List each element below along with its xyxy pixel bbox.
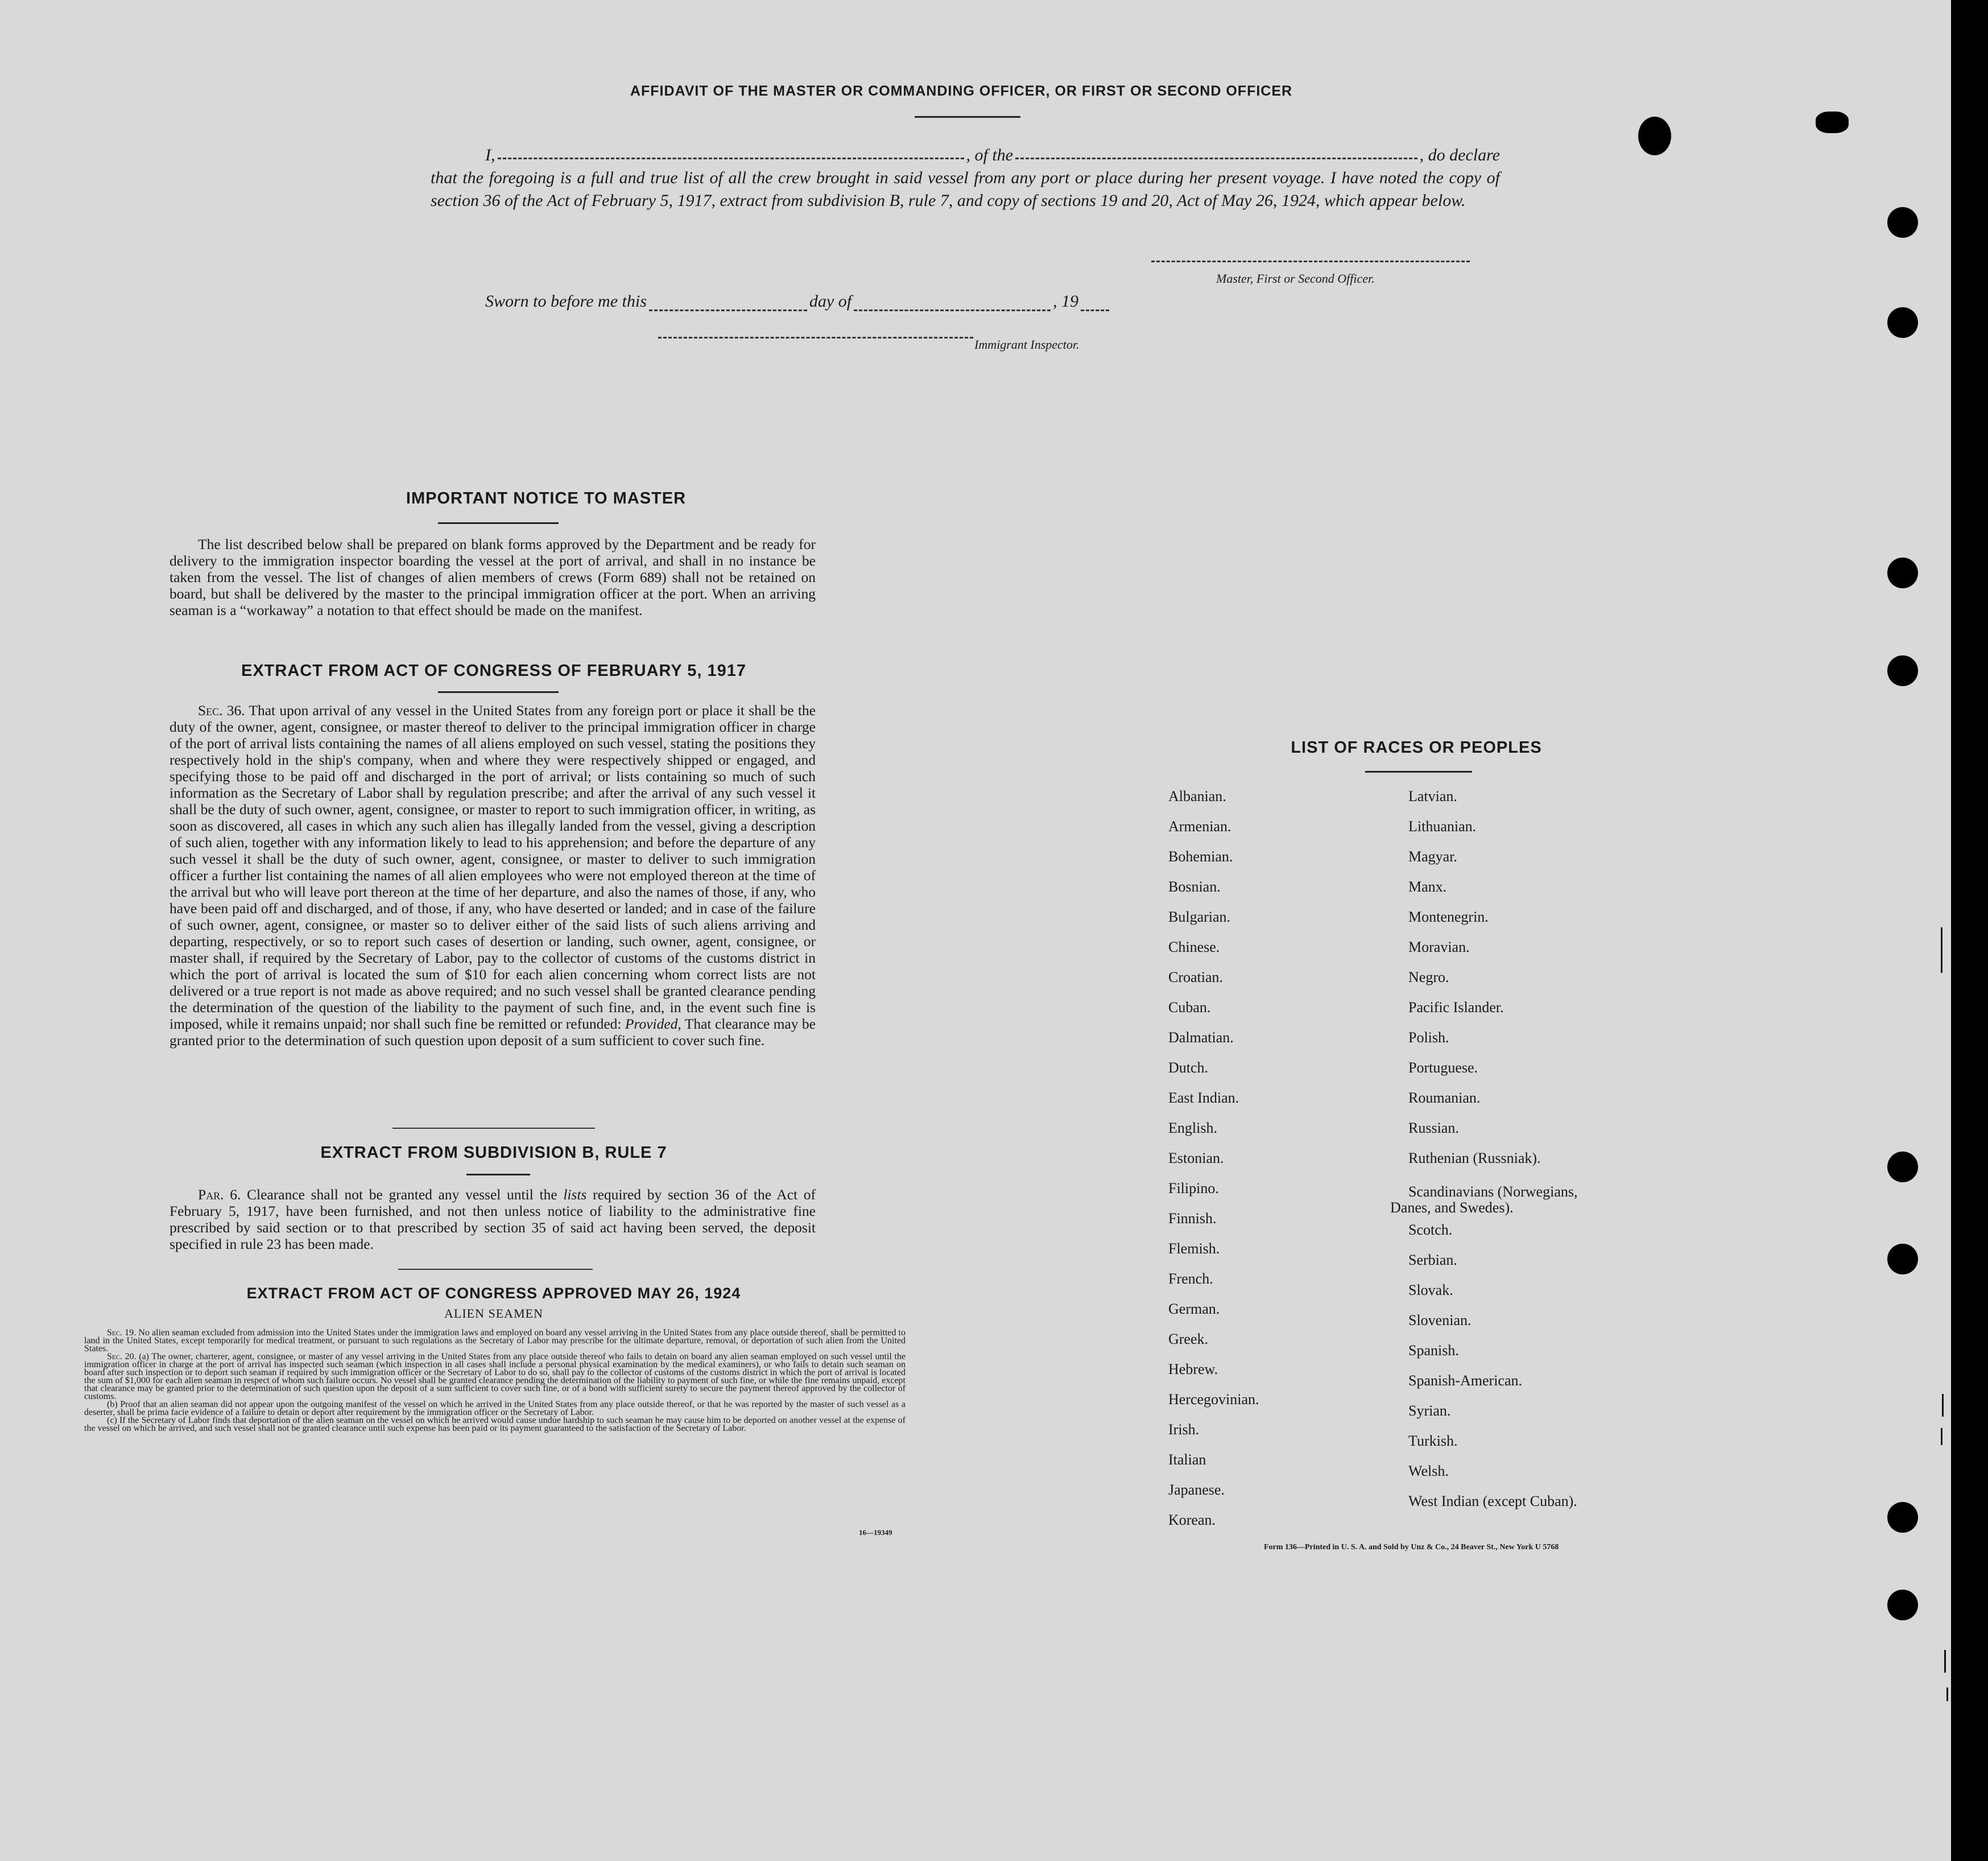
races-title: LIST OF RACES OR PEOPLES bbox=[1291, 738, 1542, 757]
punch-hole bbox=[1887, 655, 1918, 686]
race-item: Bulgarian. bbox=[1168, 909, 1231, 925]
notice-text: The list described below shall be prepared on blank forms approved by the Department and be ready for delivery to the immigration inspector boarding the vessel at the port of arrival, and shall in no instance be taken from the vessel. The list of changes of alien members of crews (Form 689) shall not be retained on board, but shall be delivered by the master to the principal immigration officer at the port. When an arriving seaman is a “workaway” a notation to that effect should be made on the manifest. bbox=[170, 536, 816, 618]
race-item: Russian. bbox=[1408, 1120, 1459, 1136]
race-item: Albanian. bbox=[1168, 788, 1226, 804]
race-item: Dutch. bbox=[1168, 1059, 1209, 1076]
sworn-label: Sworn to before me this bbox=[485, 292, 647, 311]
par6-label: Par. 6. bbox=[198, 1186, 241, 1203]
sec20b-body: (b) Proof that an alien seaman did not appear upon the outgoing manifest of the vessel on which he arrived in the United States from any place outside thereof, or that he was reported by the master of such vessel as a deserter, shall be prima facie evidence of a failure to detain or deport after requirement by the immigration officer or the Secretary of Labor. bbox=[84, 1400, 906, 1417]
affidavit-body bbox=[431, 144, 1500, 212]
race-item: Bosnian. bbox=[1168, 878, 1221, 895]
vessel-name-field[interactable] bbox=[1015, 144, 1417, 159]
margin-mark bbox=[1946, 1687, 1948, 1701]
par6-body-b: required by section 36 of the Act of February 5, 1917, have been furnished, and not then unless notice of liability to the administrative fine prescribed by said section or to that prescribed by section 35 of said act having been served, the deposit specified in rule 23 has been made. bbox=[170, 1186, 816, 1252]
race-item: Hebrew. bbox=[1168, 1361, 1218, 1377]
extract-rule7-rule bbox=[466, 1174, 530, 1175]
race-item: Montenegrin. bbox=[1408, 909, 1489, 925]
race-item: Spanish-American. bbox=[1408, 1372, 1523, 1389]
sec20c-body: (c) If the Secretary of Labor finds that deportation of the alien seaman on the vessel on which he arrived would cause undue hardship to such seaman he may cause him to be deported on another vessel at the expense of the vessel on which he arrived, and such vessel shall not be granted clearance until such expense has been paid or its payment guaranteed to the satisfaction of the Secretary of Labor. bbox=[84, 1416, 906, 1433]
notice-title: IMPORTANT NOTICE TO MASTER bbox=[406, 489, 687, 507]
punch-hole bbox=[1887, 207, 1918, 238]
race-item: Croatian. bbox=[1168, 969, 1224, 985]
race-item: Hercegovinian. bbox=[1168, 1391, 1259, 1408]
race-item: West Indian (except Cuban). bbox=[1408, 1493, 1577, 1509]
race-item: French. bbox=[1168, 1270, 1213, 1287]
ink-blot-2 bbox=[1816, 112, 1849, 133]
sec19-label: Sec. 19. bbox=[107, 1328, 137, 1338]
master-name-field[interactable] bbox=[498, 144, 964, 159]
punch-hole bbox=[1887, 307, 1918, 338]
sworn-line bbox=[485, 292, 1111, 311]
race-item: Welsh. bbox=[1408, 1463, 1449, 1479]
race-item: Latvian. bbox=[1408, 788, 1457, 804]
sec19-body: No alien seaman excluded from admission into the United States under the immigration laws and employed on board any vessel arriving in the United States from any place outside thereof, shall be permitted to land in the United States, except temporarily for medical treatment, or pursuant to such regulations as the Secretary of Labor may prescribe for the ultimate departure, removal, or deportation of such alien from the United States. bbox=[84, 1328, 906, 1354]
sec20a-body: (a) The owner, charterer, agent, consignee, or master of any vessel arriving in the United States from any place outside thereof who fails to detain on board any alien seaman employed on such vessel until the immigration officer in charge at the port of arrival has inspected such seaman (which inspection in all cases shall include a personal physical examination by the medical examiners), or who fails to detain such seaman on board after such inspection or to deport such seaman if required by such immigration officer or the Secretary of Labor to do so, shall pay to the collector of customs of the customs district in which the port of arrival is located the sum of $1,000 for each alien seaman in respect of whom such failure occurs. No vessel shall be granted clearance pending the determination of the liability to payment of such fine, or while the fine remains unpaid, except that clearance may be granted prior to the determination of such question upon the deposit of a sum sufficient to cover such fine, or of a bond with sufficient surety to secure the payment thereof approved by the collector of customs. bbox=[84, 1352, 906, 1401]
master-signature-field[interactable] bbox=[1151, 261, 1470, 262]
race-item: Moravian. bbox=[1408, 939, 1470, 955]
extract-1917-title: EXTRACT FROM ACT OF CONGRESS OF FEBRUARY 5, 1917 bbox=[241, 662, 747, 680]
margin-mark bbox=[1941, 1428, 1942, 1445]
punch-hole bbox=[1887, 1502, 1918, 1533]
races-title-rule bbox=[1365, 771, 1472, 773]
race-item: East Indian. bbox=[1168, 1090, 1239, 1106]
race-item: Portuguese. bbox=[1408, 1059, 1478, 1076]
alien-seamen-subtitle: ALIEN SEAMEN bbox=[444, 1306, 543, 1321]
punch-hole bbox=[1887, 558, 1918, 588]
sworn-day-field[interactable] bbox=[649, 296, 807, 311]
race-item: Irish. bbox=[1168, 1421, 1200, 1438]
race-item: Greek. bbox=[1168, 1331, 1209, 1347]
race-item: German. bbox=[1168, 1301, 1220, 1317]
provided-body: That clearance may be granted prior to the determination of such question upon deposit of a sum sufficient to cover such fine. bbox=[170, 1016, 816, 1049]
race-item: Slovenian. bbox=[1408, 1312, 1472, 1328]
lists-word: lists bbox=[563, 1186, 587, 1203]
print-code: 16—19349 bbox=[859, 1528, 892, 1537]
extract-1924-text bbox=[84, 1329, 906, 1433]
race-item: Chinese. bbox=[1168, 939, 1220, 955]
sworn-year-field[interactable] bbox=[1081, 296, 1109, 311]
extract-rule7-title: EXTRACT FROM SUBDIVISION B, RULE 7 bbox=[320, 1144, 667, 1162]
race-item: Polish. bbox=[1408, 1029, 1449, 1046]
extract-rule7-text bbox=[170, 1186, 816, 1252]
section-divider-1 bbox=[392, 1128, 595, 1129]
provided-label: Provided, bbox=[625, 1016, 681, 1032]
margin-mark bbox=[1944, 1650, 1946, 1673]
extract-1917-text bbox=[170, 702, 816, 1049]
par6-body-a: Clearance shall not be granted any vessel until the bbox=[247, 1186, 557, 1203]
race-item: Flemish. bbox=[1168, 1240, 1220, 1257]
affidavit-of-the-label: , of the bbox=[966, 146, 1013, 164]
race-item: Serbian. bbox=[1408, 1252, 1457, 1268]
race-item: Italian bbox=[1168, 1451, 1206, 1468]
race-item: Ruthenian (Russniak). bbox=[1408, 1150, 1541, 1166]
race-item: Scandinavians (Norwegians, bbox=[1408, 1183, 1578, 1200]
race-item: Finnish. bbox=[1168, 1210, 1217, 1227]
race-item: Japanese. bbox=[1168, 1482, 1225, 1498]
sec36-label: Sec. 36. bbox=[198, 702, 245, 719]
sec36-body: That upon arrival of any vessel in the United States from any foreign port or place it shall be the duty of the owner, agent, consignee, or master thereof to deliver to the principal immigration officer in charge of the port of arrival lists containing the names of all aliens employed on such vessel, stating the positions they respectively hold in the ship's company, when and where they were respectively shipped or engaged, and specifying those to be paid off and discharged in the port of arrival; or lists containing so much of such information as the Secretary of Labor shall by regulation prescribe; and after the arrival of any such vessel it shall be the duty of such owner, agent, consignee, or master to report to such immigration officer, in writing, as soon as discovered, all cases in which any such alien has illegally landed from the vessel, giving a description of such alien, together with any information likely to lead to his apprehension; and before the departure of any such vessel it shall be the duty of such owner, agent, consignee, or master to deliver to such immigration officer a further list containing the names of all alien employees who were not employed thereon at the time of the arrival but who will leave port thereon at the time of her departure, and also the names of those, if any, who have been paid off and discharged, and of those, if any, who have deserted or landed; and in case of the failure of such owner, agent, consignee, or master so to deliver either of the said lists of such aliens arriving and departing, respectively, or so to report such cases of desertion or landing, such owner, agent, consignee, or master shall, if required by the Secretary of Labor, pay to the collector of customs of the customs district in which the port of arrival is located the sum of $10 for each alien concerning whom correct lists are not delivered or a true report is not made as above required; and no such vessel shall be granted clearance pending the determination of the question of the liability to the payment of such fine, and, in the event such fine is imposed, while it remains unpaid; nor shall such fine be remitted or refunded: bbox=[170, 702, 816, 1032]
affidavit-title-rule bbox=[915, 116, 1020, 118]
form-footer: Form 136—Printed in U. S. A. and Sold by Unz & Co., 24 Beaver St., New York U 5768 bbox=[1264, 1543, 1559, 1551]
race-item: Pacific Islander. bbox=[1408, 999, 1504, 1016]
sec20-label: Sec. 20. bbox=[107, 1352, 137, 1361]
race-item: Spanish. bbox=[1408, 1342, 1459, 1359]
race-item: Magyar. bbox=[1408, 848, 1457, 865]
year-label: , 19 bbox=[1053, 292, 1079, 311]
race-item: Slovak. bbox=[1408, 1282, 1453, 1298]
notice-title-rule bbox=[438, 522, 559, 524]
affidavit-do-declare: , do declare bbox=[1419, 146, 1500, 164]
extract-1924-title: EXTRACT FROM ACT OF CONGRESS APPROVED MAY 26, 1924 bbox=[246, 1285, 741, 1302]
race-item: Danes, and Swedes). bbox=[1390, 1199, 1514, 1216]
race-item: Armenian. bbox=[1168, 818, 1231, 835]
affidavit-title: AFFIDAVIT OF THE MASTER OR COMMANDING OFFICER, OR FIRST OR SECOND OFFICER bbox=[630, 83, 1293, 99]
race-item: Roumanian. bbox=[1408, 1090, 1481, 1106]
ink-blot bbox=[1638, 117, 1671, 155]
margin-mark bbox=[1942, 1394, 1944, 1417]
race-item: Dalmatian. bbox=[1168, 1029, 1234, 1046]
inspector-signature-field[interactable] bbox=[658, 337, 973, 339]
punch-hole bbox=[1887, 1152, 1918, 1182]
punch-hole bbox=[1887, 1244, 1918, 1274]
race-item: Turkish. bbox=[1408, 1433, 1458, 1449]
race-item: Filipino. bbox=[1168, 1180, 1219, 1196]
affidavit-i-label: I, bbox=[485, 146, 495, 164]
extract-1917-rule bbox=[438, 691, 559, 693]
race-item: Negro. bbox=[1408, 969, 1449, 985]
race-item: English. bbox=[1168, 1120, 1217, 1136]
race-item: Estonian. bbox=[1168, 1150, 1224, 1166]
race-item: Scotch. bbox=[1408, 1222, 1453, 1238]
race-item: Syrian. bbox=[1408, 1402, 1451, 1419]
inspector-label: Immigrant Inspector. bbox=[974, 337, 1080, 352]
race-item: Bohemian. bbox=[1168, 848, 1233, 865]
punch-hole bbox=[1887, 1590, 1918, 1620]
margin-mark bbox=[1941, 927, 1942, 973]
race-item: Cuban. bbox=[1168, 999, 1211, 1016]
master-signature-label: Master, First or Second Officer. bbox=[1216, 271, 1375, 286]
race-item: Lithuanian. bbox=[1408, 818, 1477, 835]
day-of-label: day of bbox=[809, 292, 852, 311]
affidavit-declaration: that the foregoing is a full and true list of all the crew brought in said vessel from any port or place during her present voyage. I have noted the copy of section 36 of the Act of February 5, 1917, extract from subdivision B, rule 7, and copy of sections 19 and 20, Act of May 26, 1924, which appear below. bbox=[431, 168, 1500, 210]
race-item: Korean. bbox=[1168, 1512, 1216, 1528]
race-item: Manx. bbox=[1408, 878, 1447, 895]
section-divider-2 bbox=[398, 1269, 593, 1270]
sworn-month-field[interactable] bbox=[854, 296, 1051, 311]
